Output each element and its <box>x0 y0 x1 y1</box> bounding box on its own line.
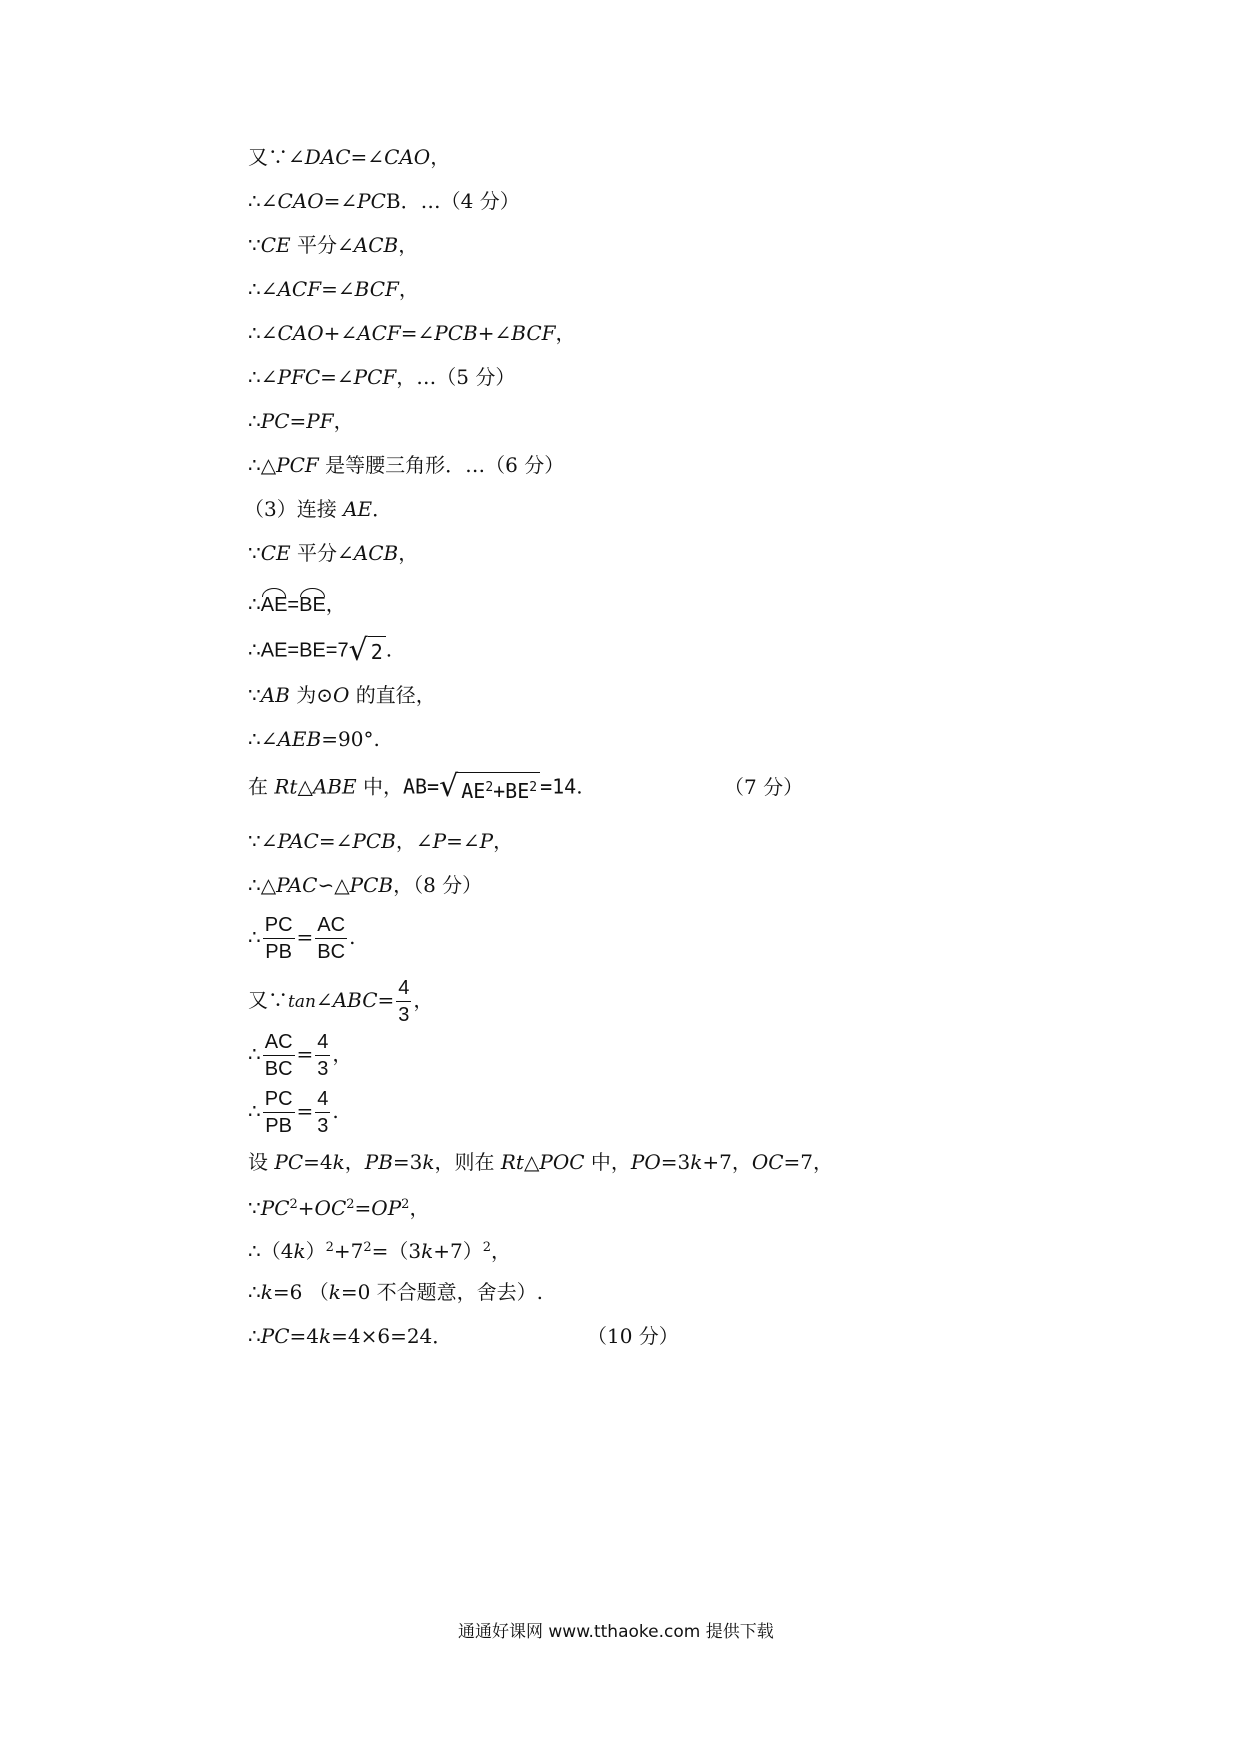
solution-line-25: ∴k=6 （k=0 不合题意，舍去）. <box>248 1280 544 1304</box>
solution-line-21: ∴ $\frac{PC}{PB}$ = $\frac{4}{3}$ . <box>248 1088 339 1137</box>
footer-credit: 通通好课网 www.tthaoke.com 提供下载 <box>458 1622 774 1642</box>
solution-line-20: ∴ $\frac{AC}{BC}$ = $\frac{4}{3}$ ， <box>248 1031 353 1080</box>
radical-sign-icon: √ <box>439 769 459 804</box>
arc-be: BE <box>299 594 326 616</box>
solution-line-4: ∴∠ACF=∠BCF， <box>248 277 419 301</box>
solution-line-3: ∵CE 平分∠ACB， <box>248 233 419 257</box>
solution-line-24: $\therefore(4k)^2+7^2=(3k+7)^2$， <box>248 1239 511 1263</box>
solution-line-10: ∵CE 平分∠ACB， <box>248 541 419 565</box>
part-3-heading: （3）连接 AE． <box>244 497 393 521</box>
solution-line-14: ∴∠AEB=90°. <box>248 727 380 751</box>
solution-line-16: ∵∠PAC=∠PCB，∠P=∠P， <box>248 829 514 853</box>
fraction: $\frac{PC}{PB}$ <box>264 914 293 963</box>
sqrt-expression: √ 2 <box>349 636 386 666</box>
fraction: $\frac{PC}{PB}$ <box>264 1088 293 1137</box>
fraction: $\frac{4}{3}$ <box>317 1031 329 1080</box>
solution-line-15: 在 Rt△ABE 中，AB= √ $AE^2+BE^2$ =14. <box>248 769 583 804</box>
fraction: $\frac{AC}{BC}$ <box>264 1031 293 1080</box>
solution-line-26: ∴PC=4k=4×6=24． <box>248 1324 453 1348</box>
solution-line-1: 又∵∠DAC=∠CAO， <box>248 145 451 169</box>
solution-line-12: ∴AE=BE=7 √ 2 . <box>248 633 393 668</box>
radical-sign-icon: √ <box>348 633 368 668</box>
fraction: $\frac{4}{3}$ <box>317 1088 329 1137</box>
solution-line-13: ∵AB 为⊙O 的直径， <box>248 683 436 707</box>
sqrt-expression-ab: √ $AE^2+BE^2$ <box>439 772 540 804</box>
solution-line-5: ∴∠CAO+∠ACF=∠PCB+∠BCF， <box>248 321 576 345</box>
fraction: $\frac{AC}{BC}$ <box>317 914 346 963</box>
solution-line-22: 设 PC=4k，PB=3k，则在 Rt△POC 中，PO=3k+7，OC=7， <box>248 1150 834 1174</box>
solution-line-2: ∴∠CAO=∠PCB．…（4 分） <box>248 189 520 213</box>
solution-line-8: ∴△PCF 是等腰三角形．…（6 分） <box>248 453 565 477</box>
solution-line-6: ∴∠PFC=∠PCF，…（5 分） <box>248 365 516 389</box>
solution-line-19: 又∵tan∠ABC= $\frac{4}{3}$ ， <box>248 977 434 1026</box>
solution-line-7: ∴PC=PF， <box>248 409 354 433</box>
solution-line-23: $\because PC^2+OC^2=OP^2$， <box>248 1196 430 1220</box>
fraction: $\frac{4}{3}$ <box>398 977 410 1026</box>
score-mark-7: （7 分） <box>724 775 804 799</box>
score-mark-10: （10 分） <box>587 1324 679 1348</box>
solution-line-17: ∴△PAC∽△PCB，（8 分） <box>248 873 483 897</box>
solution-line-arcs: ∴AE=BE， <box>248 592 346 616</box>
solution-line-18: ∴ $\frac{PC}{PB}$ = $\frac{AC}{BC}$ . <box>248 914 356 963</box>
arc-ae: AE <box>260 594 288 616</box>
